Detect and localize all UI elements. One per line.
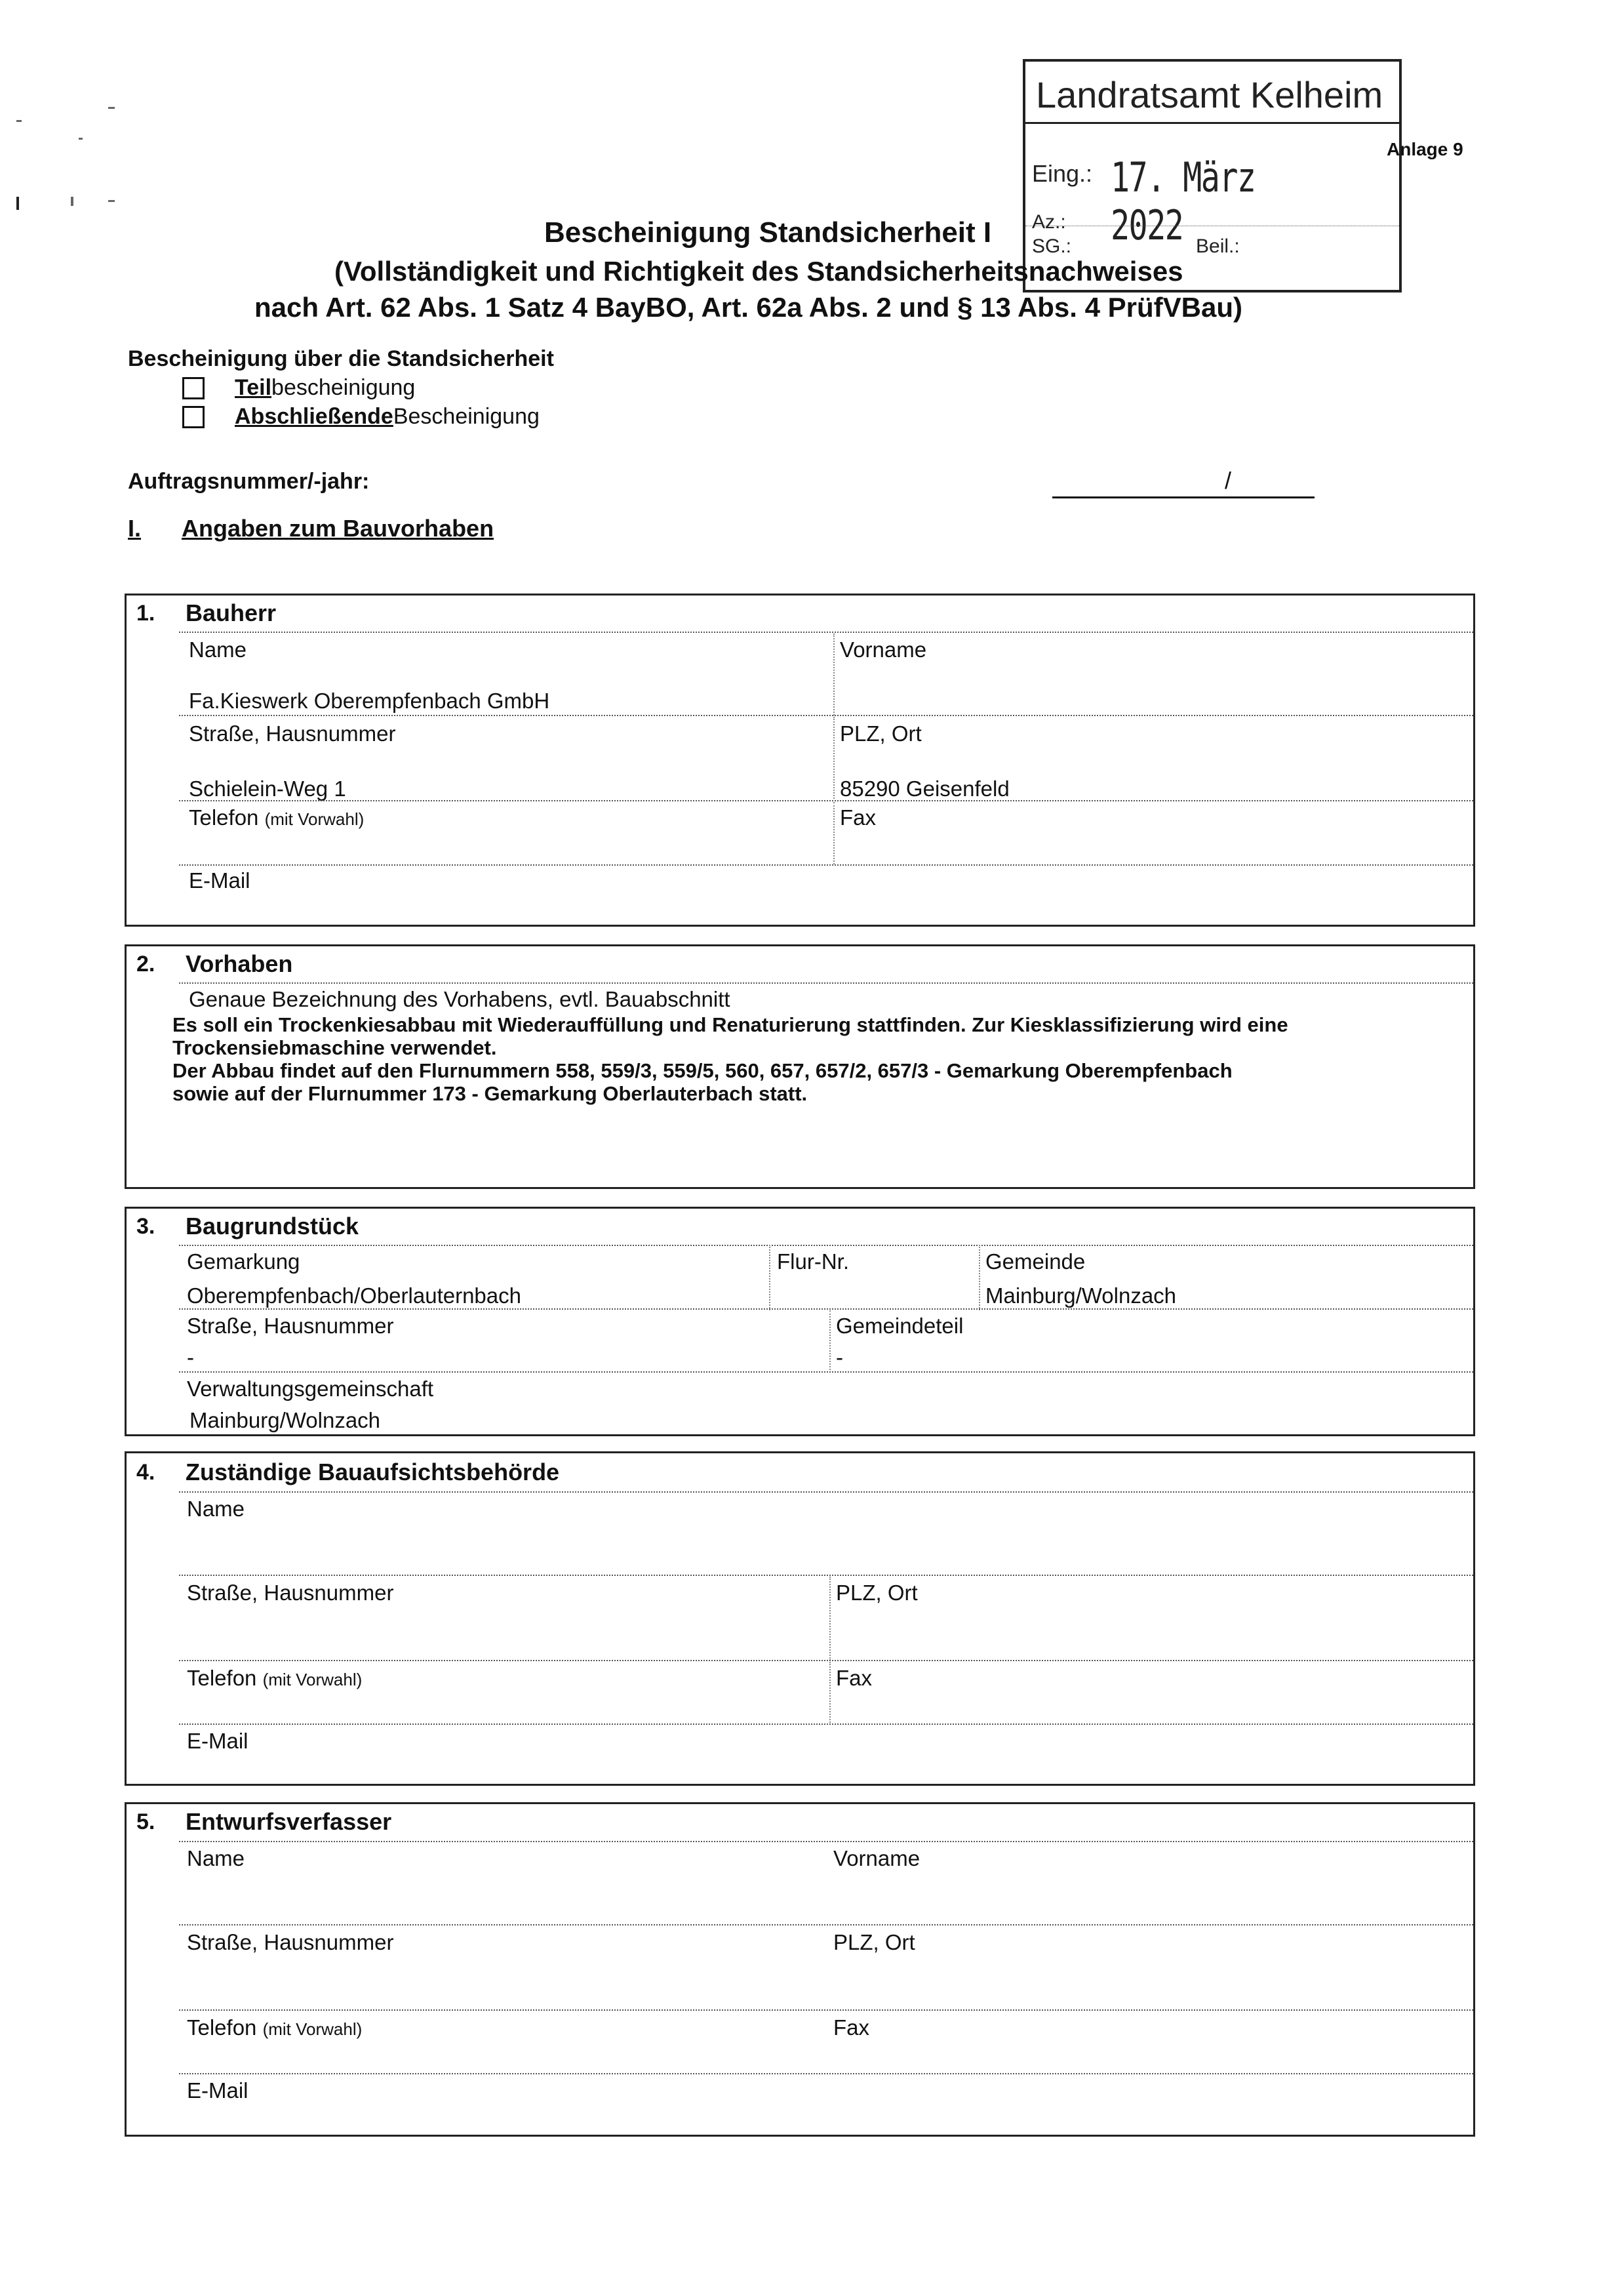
row-divider [179,2009,1473,2011]
section-title: Vorhaben [186,950,293,977]
stamp-az-label: Az.: [1032,211,1066,233]
phone-label [187,2015,362,2040]
vorname-label: Vorname [840,637,927,662]
name-label: Name [189,637,247,662]
scan-speck [108,107,115,109]
phone-label [189,805,364,830]
scan-speck [79,138,83,140]
plz-label: PLZ, Ort [833,1930,915,1954]
checkbox-final[interactable] [182,406,205,428]
column-divider [979,1245,980,1310]
row-divider [179,1491,1473,1493]
stamp-eing-label: Eing.: [1032,160,1093,187]
order-number-label: Auftragsnummer/-jahr: [128,469,370,494]
section-title: Angaben zum Bauvorhaben [182,515,494,542]
row-divider [179,1371,1473,1373]
section-title: Entwurfsverfasser [186,1808,392,1835]
name-value[interactable]: Fa.Kieswerk Oberempfenbach GmbH [189,689,550,713]
option-final[interactable] [182,404,540,430]
stamp-authority: Landratsamt Kelheim [1036,74,1383,115]
row-divider [179,864,1473,866]
street-label: Straße, Hausnummer [187,1930,394,1954]
row-divider [179,1245,1473,1246]
stamp-beil-label: Beil.: [1196,235,1240,257]
phone-label-suffix: (mit Vorwahl) [262,1670,363,1689]
option-final-bold: Abschließende [235,404,393,429]
order-number-field[interactable] [1052,496,1315,498]
section-number: 2. [136,952,155,977]
email-label: E-Mail [187,1729,248,1753]
gemarkung-label: Gemarkung [187,1249,300,1274]
fax-label: Fax [833,2015,870,2040]
description-line: Der Abbau findet auf den Flurnummern 558, 559/3, 559/5, 560, 657, 657/2, 657/3 - Gemarkung Oberempfenbach [172,1059,1233,1082]
row-divider [179,715,1473,716]
column-divider [833,802,835,864]
gemeindeteil-value[interactable]: - [836,1345,843,1369]
option-partial[interactable] [182,375,415,401]
column-divider [829,1662,831,1723]
certificate-heading: Bescheinigung über die Standsicherheit [128,346,554,371]
section-entwurfsverfasser [125,1802,1475,2137]
flur-label: Flur-Nr. [777,1249,849,1274]
street-label: Straße, Hausnummer [187,1314,394,1338]
column-divider [833,634,835,715]
email-label: E-Mail [189,868,250,893]
stamp-sg-label: SG.: [1032,235,1072,257]
option-partial-bold: Teil [235,375,272,400]
section-title: Bauherr [186,599,277,626]
phone-label-text: Telefon [187,2015,257,2040]
vorhaben-description[interactable] [172,1013,1438,1105]
column-divider [833,717,835,799]
section-number: 5. [136,1809,155,1834]
section-vorhaben [125,944,1475,1189]
scan-speck [16,120,22,122]
gemeindeteil-label: Gemeindeteil [836,1314,964,1338]
description-line: Es soll ein Trockenkiesabbau mit Wiederauffüllung und Renaturierung stattfinden. Zur Kiesklassifizierung wird eine [172,1013,1288,1036]
row-divider [179,1924,1473,1925]
column-divider [769,1245,770,1310]
order-number-slash: / [1225,467,1232,494]
option-partial-rest: bescheinigung [271,375,416,400]
column-divider [829,1577,831,1661]
row-divider [179,982,1473,984]
row-divider [179,1308,1473,1310]
fax-label: Fax [836,1666,873,1690]
description-line: sowie auf der Flurnummer 173 - Gemarkung Oberlauterbach statt. [172,1082,808,1105]
section-number: 3. [136,1214,155,1239]
attachment-label: Anlage 9 [1387,139,1463,159]
stamp-date: 17. März 2022 [1111,153,1256,249]
gemeinde-label: Gemeinde [985,1249,1086,1274]
section-bauherr [125,594,1475,927]
row-divider [179,1660,1473,1661]
name-label: Name [187,1846,245,1870]
email-label: E-Mail [187,2078,248,2103]
doc-subtitle: (Vollständigkeit und Richtigkeit des Standsicherheitsnachweises [334,256,1183,287]
row-divider [179,1841,1473,1842]
gemarkung-value[interactable]: Oberempfenbach/Oberlauternbach [187,1283,521,1308]
vg-label: Verwaltungsgemeinschaft [187,1377,434,1401]
phone-label-suffix: (mit Vorwahl) [262,2019,363,2039]
street-value[interactable]: - [187,1345,194,1369]
row-divider [179,1723,1473,1725]
fax-label: Fax [840,805,877,830]
plz-value[interactable]: 85290 Geisenfeld [840,776,1010,801]
scan-speck [71,197,73,206]
doc-title: Bescheinigung Standsicherheit I [544,216,992,249]
description-line: Trockensiebmaschine verwendet. [172,1036,497,1059]
vg-value[interactable]: Mainburg/Wolnzach [189,1408,381,1432]
section-baugrundstueck [125,1207,1475,1436]
row-divider [179,2073,1473,2074]
section-title: Zuständige Bauaufsichtsbehörde [186,1459,560,1485]
section-number: 1. [136,601,155,626]
street-label: Straße, Hausnummer [187,1581,394,1605]
street-label: Straße, Hausnummer [189,721,396,746]
stamp-divider [1025,122,1399,124]
column-divider [829,1310,831,1373]
section-behoerde [125,1451,1475,1786]
vorname-label: Vorname [833,1846,921,1870]
checkbox-partial[interactable] [182,377,205,399]
section-title: Baugrundstück [186,1213,359,1239]
street-value[interactable]: Schielein-Weg 1 [189,776,346,801]
phone-label [187,1666,362,1691]
plz-label: PLZ, Ort [836,1581,918,1605]
section-heading [128,515,494,542]
doc-legal-basis: nach Art. 62 Abs. 1 Satz 4 BayBO, Art. 62a Abs. 2 und § 13 Abs. 4 PrüfVBau) [254,292,1242,323]
section-number: I. [128,515,142,542]
vorhaben-subtitle: Genaue Bezeichnung des Vorhabens, evtl. Bauabschnitt [189,987,730,1011]
scan-speck [16,197,19,210]
section-number: 4. [136,1460,155,1485]
option-final-rest: Bescheinigung [393,404,540,429]
name-label: Name [187,1497,245,1521]
row-divider [179,800,1473,801]
row-divider [179,1575,1473,1576]
plz-label: PLZ, Ort [840,721,922,746]
gemeinde-value[interactable]: Mainburg/Wolnzach [985,1283,1177,1308]
phone-label-suffix: (mit Vorwahl) [264,809,365,829]
phone-label-text: Telefon [187,1666,257,1690]
phone-label-text: Telefon [189,805,259,830]
scan-speck [108,200,115,202]
row-divider [179,632,1473,633]
